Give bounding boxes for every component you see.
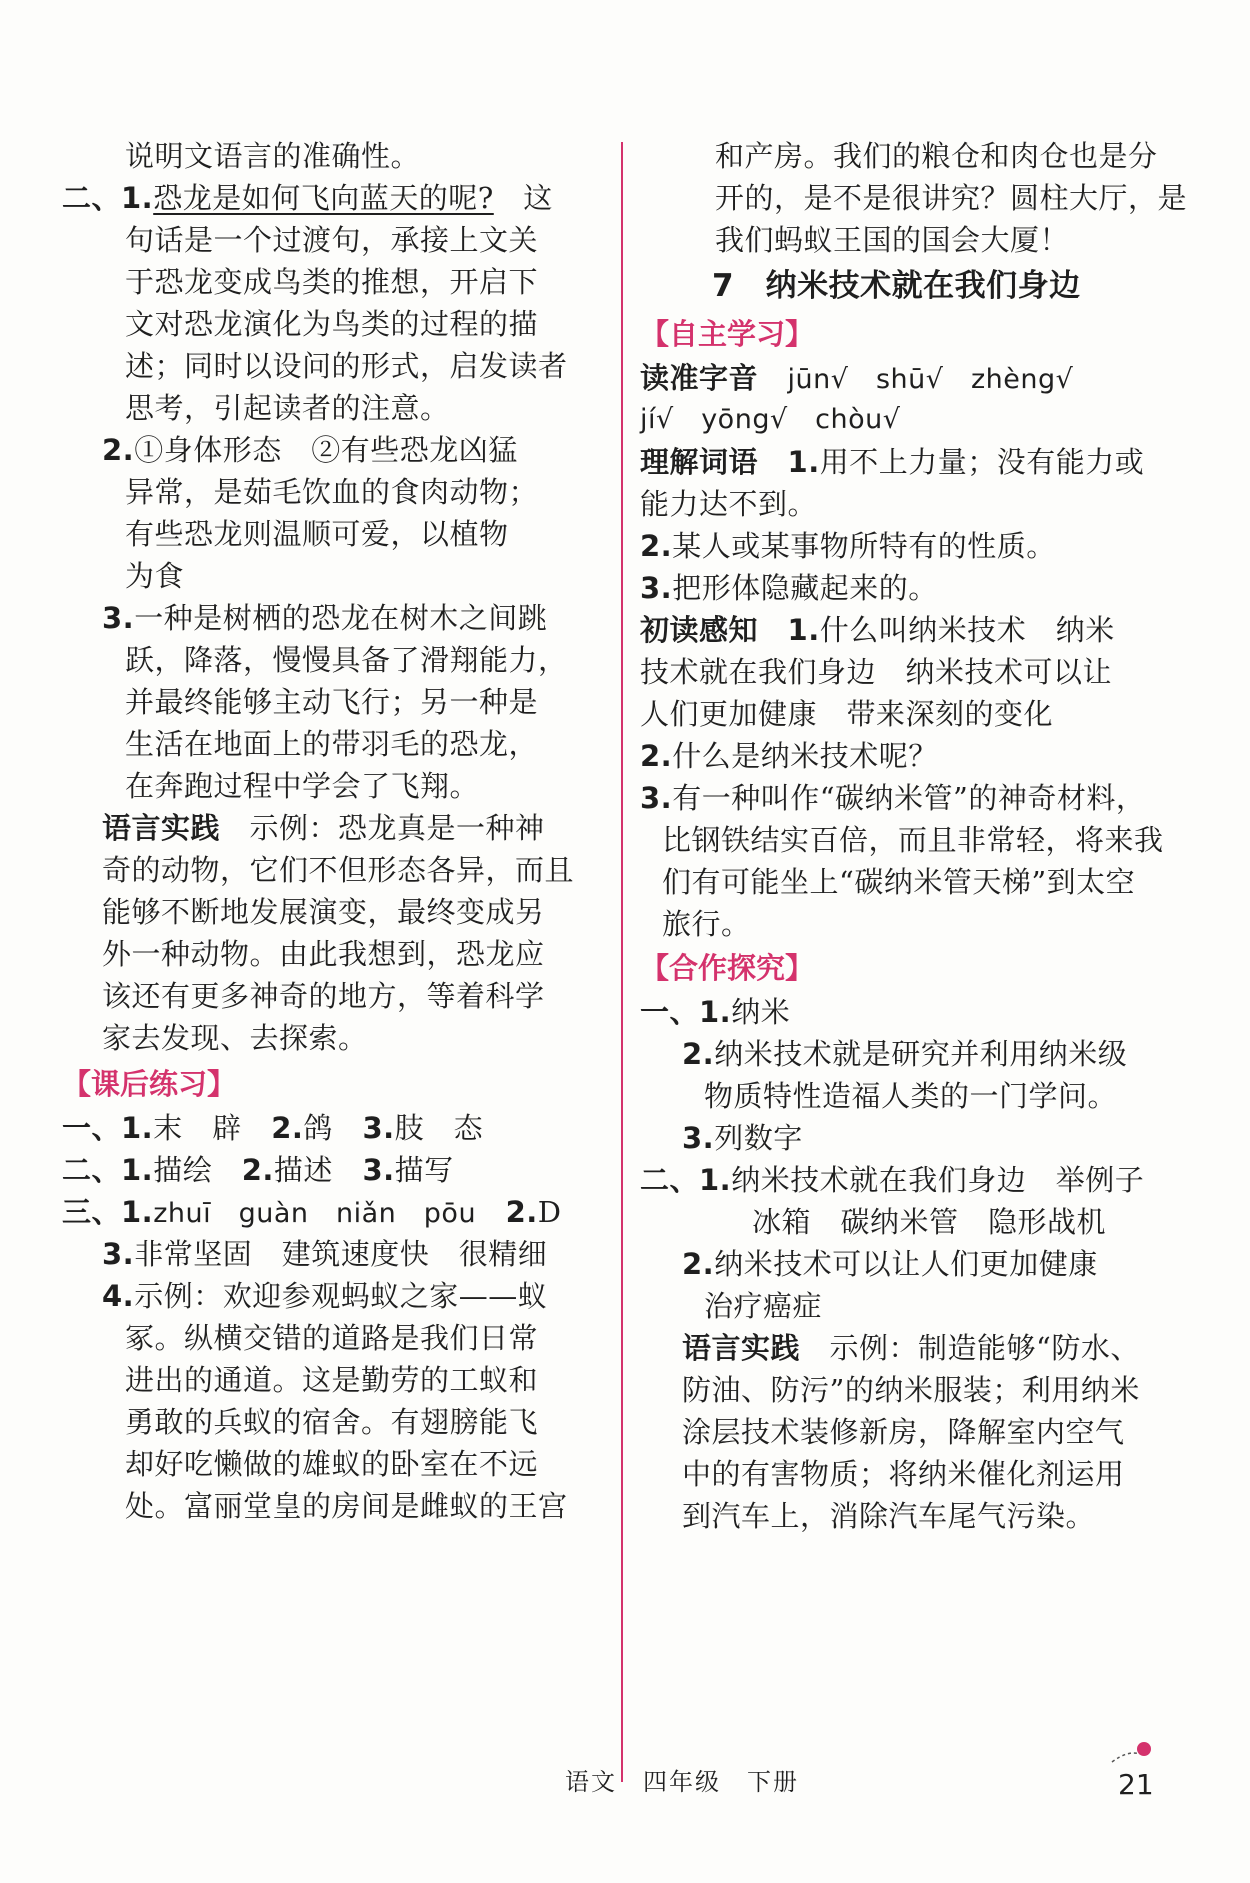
item-number: 3. [102, 601, 135, 635]
item-number: 2. [682, 1037, 715, 1071]
text: 描述 [273, 1153, 363, 1187]
page-corner-decoration-icon [1110, 1740, 1154, 1764]
section-tag-zizhu: 【自主学习】 [640, 317, 815, 351]
text: ①身体形态 ②有些恐龙凶猛 [134, 433, 518, 467]
text: 什么是纳米技术呢？ [672, 739, 938, 773]
line: 技术就在我们身边 纳米技术可以让 [640, 655, 1113, 689]
line: 冰箱 碳纳米管 隐形战机 [752, 1205, 1107, 1239]
line [640, 738, 938, 774]
line: 人们更加健康 带来深刻的变化 [640, 697, 1054, 731]
line: 说明文语言的准确性。 [125, 139, 421, 173]
line [640, 994, 790, 1030]
line: 在奔跑过程中学会了飞翔。 [125, 769, 480, 803]
line [102, 432, 518, 468]
line [62, 1194, 562, 1232]
line: 于恐龙变成鸟类的推想，开启下 [125, 265, 539, 299]
item-number: 二、1. [62, 181, 154, 215]
text: 示例：恐龙真是一种神 [220, 811, 545, 845]
line: 文对恐龙演化为鸟类的过程的描 [125, 307, 539, 341]
text: 某人或某事物所特有的性质。 [672, 529, 1056, 563]
text: 列数字 [714, 1121, 803, 1155]
line [640, 360, 1073, 398]
pinyin: zhuī guàn niǎn pōu [153, 1198, 477, 1229]
column-divider [621, 142, 623, 1782]
text: D [537, 1195, 562, 1229]
item-number: 一、1. [640, 995, 732, 1029]
lesson-title [712, 268, 1081, 304]
line: 进出的通道。这是勤劳的工蚁和 [125, 1363, 539, 1397]
item-number: 一、1. [62, 1111, 154, 1145]
pinyin: jūn√ shū√ zhèng√ [787, 364, 1074, 395]
line: 处。富丽堂皇的房间是雌蚁的王宫 [125, 1489, 568, 1523]
item-number: 3. [640, 781, 673, 815]
line: 能力达不到。 [640, 487, 818, 521]
line: 中的有害物质；将纳米催化剂运用 [682, 1457, 1125, 1491]
text: 非常坚固 建筑速度快 很精细 [134, 1237, 548, 1271]
line [682, 1036, 1127, 1072]
underlined-question: 恐龙是如何飞向蓝天的呢? [153, 181, 494, 215]
item-number: 3. [362, 1111, 395, 1145]
text: 什么叫纳米技术 纳米 [819, 613, 1115, 647]
line: 比钢铁结实百倍，而且非常轻，将来我 [662, 823, 1164, 857]
line [62, 1110, 483, 1146]
pinyin: jí√ yōng√ chòu√ [640, 404, 901, 435]
section-label: 读准字音 [640, 361, 759, 395]
item-number: 1. [787, 613, 820, 647]
text: 纳米技术就在我们身边 举例子 [731, 1163, 1145, 1197]
line: 奇的动物，它们不但形态各异，而且 [102, 853, 575, 887]
lesson-number: 7 [712, 268, 735, 304]
line: 治疗癌症 [704, 1289, 823, 1323]
item-number: 2. [640, 529, 673, 563]
section-label: 理解词语 [640, 445, 759, 479]
line [682, 1246, 1098, 1282]
line [640, 612, 1115, 648]
line: 到汽车上，消除汽车尾气污染。 [682, 1499, 1096, 1533]
item-number: 2. [271, 1111, 304, 1145]
text: 纳米技术可以让人们更加健康 [714, 1247, 1098, 1281]
line: 外一种动物。由此我想到，恐龙应 [102, 937, 545, 971]
line: 能够不断地发展演变，最终变成另 [102, 895, 545, 929]
line: 跃，降落，慢慢具备了滑翔能力， [125, 643, 568, 677]
line [102, 600, 547, 636]
text: 鸽 [303, 1111, 363, 1145]
line: 旅行。 [662, 907, 751, 941]
item-number: 2. [640, 739, 673, 773]
line: 并最终能够主动飞行；另一种是 [125, 685, 539, 719]
item-number: 3. [640, 571, 673, 605]
page-number: 21 [1118, 1768, 1154, 1801]
line [682, 1120, 803, 1156]
line: 勇敢的兵蚁的宿舍。有翅膀能飞 [125, 1405, 539, 1439]
item-number: 三、1. [62, 1195, 154, 1229]
item-number: 3. [102, 1237, 135, 1271]
line: 物质特性造福人类的一门学问。 [704, 1079, 1118, 1113]
item-number: 2. [505, 1195, 538, 1229]
text: 把形体隐藏起来的。 [672, 571, 938, 605]
line: 和产房。我们的粮仓和肉仓也是分 [715, 139, 1158, 173]
item-number: 2. [102, 433, 135, 467]
text: 示例：欢迎参观蚂蚁之家——蚁 [134, 1279, 548, 1313]
line [102, 1278, 547, 1314]
line: 家去发现、去探索。 [102, 1021, 368, 1055]
text: 纳米技术就是研究并利用纳米级 [714, 1037, 1128, 1071]
item-number: 2. [241, 1153, 274, 1187]
line [102, 810, 545, 846]
item-number: 2. [682, 1247, 715, 1281]
line: 思考，引起读者的注意。 [125, 391, 450, 425]
section-tag-kehou: 【课后练习】 [62, 1067, 237, 1101]
section-label: 语言实践 [102, 811, 221, 845]
text: 末 辟 [153, 1111, 272, 1145]
line: 却好吃懒做的雄蚁的卧室在不远 [125, 1447, 539, 1481]
line [640, 570, 938, 606]
text: 示例：制造能够“防水、 [800, 1331, 1140, 1365]
text: 有一种叫作“碳纳米管”的神奇材料， [672, 781, 1146, 815]
line: 生活在地面上的带羽毛的恐龙， [125, 727, 539, 761]
section-label: 初读感知 [640, 613, 759, 647]
footer-subject: 语文 四年级 下册 [565, 1768, 799, 1796]
line: 防油、防污”的纳米服装；利用纳米 [682, 1373, 1140, 1407]
line [62, 1152, 454, 1188]
text: 一种是树栖的恐龙在树木之间跳 [134, 601, 548, 635]
line [682, 1330, 1140, 1366]
line: 述；同时以设问的形式，启发读者 [125, 349, 568, 383]
line [102, 1236, 547, 1272]
section-tag-hezuo: 【合作探究】 [640, 951, 815, 985]
text: 纳米 [731, 995, 791, 1029]
text: 肢 态 [394, 1111, 484, 1145]
item-number: 1. [787, 445, 820, 479]
line [640, 528, 1056, 564]
lesson-title-text: 纳米技术就在我们身边 [765, 268, 1081, 304]
line: 句话是一个过渡句，承接上文关 [125, 223, 539, 257]
item-number: 二、1. [640, 1163, 732, 1197]
line [640, 1162, 1144, 1198]
line [62, 180, 553, 216]
item-number: 3. [362, 1153, 395, 1187]
section-label: 语言实践 [682, 1331, 801, 1365]
text: 用不上力量；没有能力或 [819, 445, 1145, 479]
line: 有些恐龙则温顺可爱，以植物 [125, 517, 509, 551]
item-number: 二、1. [62, 1153, 154, 1187]
line [640, 444, 1144, 480]
text: 这 [523, 181, 553, 215]
text: 描写 [394, 1153, 454, 1187]
item-number: 3. [682, 1121, 715, 1155]
line: 们有可能坐上“碳纳米管天梯”到太空 [662, 865, 1136, 899]
line: 冢。纵横交错的道路是我们日常 [125, 1321, 539, 1355]
item-number: 4. [102, 1279, 135, 1313]
line: 异常，是茹毛饮血的食肉动物； [125, 475, 539, 509]
line [640, 780, 1145, 816]
text: 描绘 [153, 1153, 242, 1187]
line: 我们蚂蚁王国的国会大厦！ [715, 223, 1070, 257]
line: 为食 [125, 559, 185, 593]
line: 该还有更多神奇的地方，等着科学 [102, 979, 545, 1013]
line: 涂层技术装修新房，降解室内空气 [682, 1415, 1125, 1449]
line: 开的，是不是很讲究？圆柱大厅，是 [715, 181, 1188, 215]
